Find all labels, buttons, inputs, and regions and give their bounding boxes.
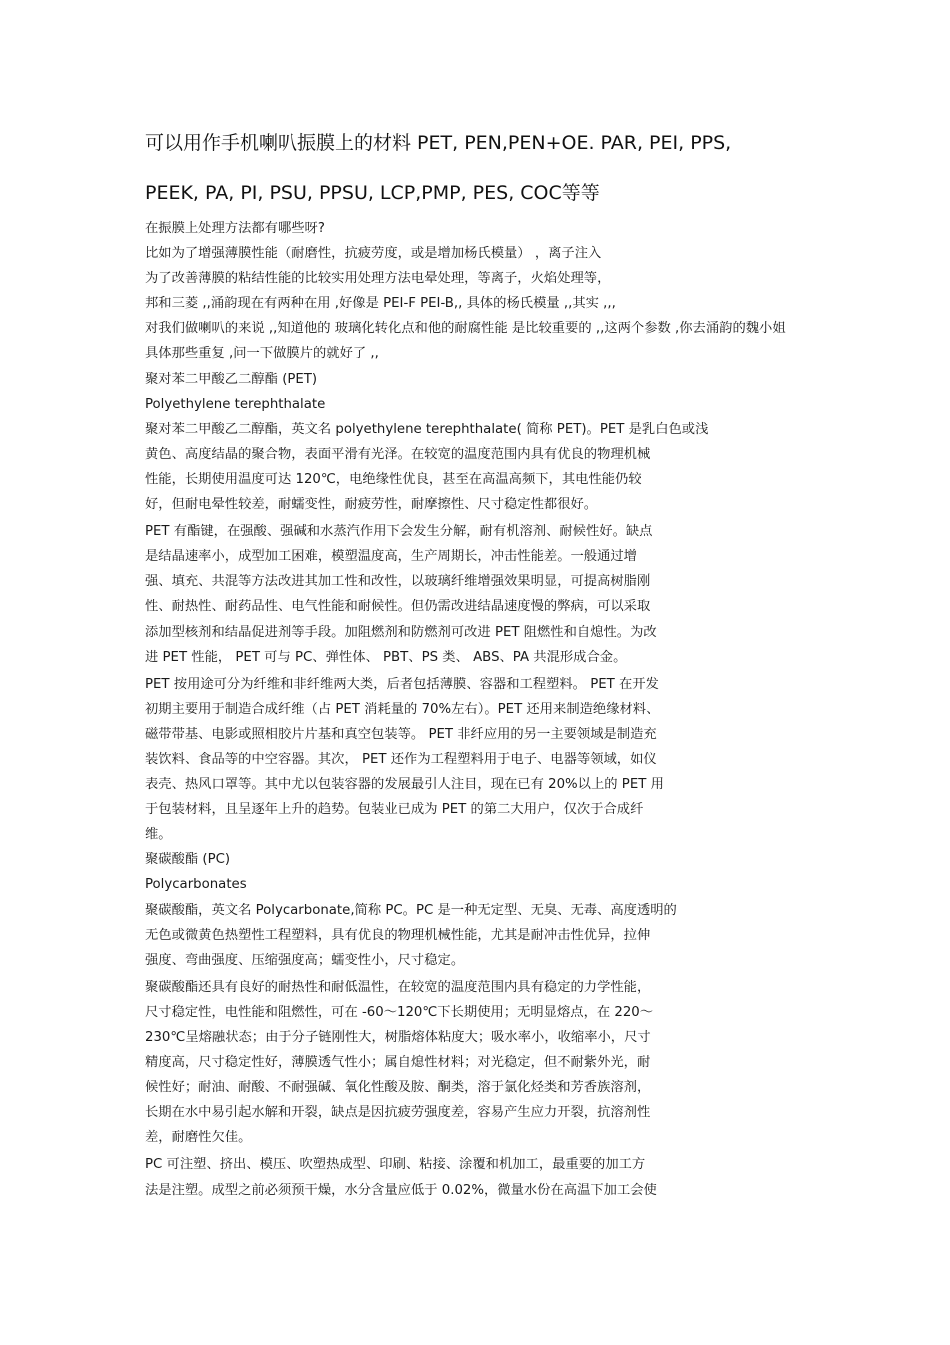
paragraph-line: 差，耐磨性欠佳。 [145, 1130, 252, 1146]
paragraph-line: 表壳、热风口罩等。其中尤以包装容器的发展最引人注目，现在已有 20%以上的 PET 用 [145, 777, 664, 793]
paragraph-line: 维。 [145, 827, 172, 843]
pet-heading: 聚对苯二甲酸乙二醇酯 (PET) [145, 371, 318, 387]
paragraph-line: 黄色、高度结晶的聚合物，表面平滑有光泽。在较宽的温度范围内具有优良的物理机械 [145, 446, 651, 462]
paragraph-line: 长期在水中易引起水解和开裂，缺点是因抗疲劳强度差，容易产生应力开裂，抗溶剂性 [145, 1105, 651, 1121]
intro-line: 比如为了增强薄膜性能（耐磨性，抗疲劳度，或是增加杨氏模量） ，离子注入 [145, 246, 602, 262]
paragraph-line: 装饮料、食品等的中空容器。其次， PET 还作为工程塑料用于电子、电器等领域，如仪 [145, 751, 657, 767]
paragraph-line: 聚碳酸酯，英文名 Polycarbonate,简称 PC。PC 是一种无定型、无臭、无毒、高度透明的 [145, 902, 677, 918]
paragraph-line: 230℃呈熔融状态；由于分子链刚性大，树脂熔体粘度大；吸水率小，收缩率小，尺寸 [145, 1030, 651, 1045]
intro-line: 具体那些重复 ,问一下做膜片的就好了 ,, [145, 346, 379, 362]
intro-line: 邦和三菱 ,,涌韵现在有两种在用 ,好像是 PEI-F PEI-B,, 具体的杨氏模量 ,,其实 ,,, [145, 296, 616, 312]
paragraph-line: 添加型核剂和结晶促进剂等手段。加阻燃剂和防燃剂可改进 PET 阻燃性和自熄性。为改 [145, 624, 657, 640]
paragraph-line: PET 有酯键，在强酸、强碱和水蒸汽作用下会发生分解，耐有机溶剂、耐候性好。缺点 [145, 524, 653, 540]
paragraph-line: 好，但耐电晕性较差，耐蠕变性，耐疲劳性，耐摩擦性、尺寸稳定性都很好。 [145, 497, 598, 513]
pc-paragraph-3 [145, 1152, 815, 1202]
paragraph-line: 精度高，尺寸稳定性好，薄膜透气性小；属自熄性材料；对光稳定，但不耐紫外光，耐 [145, 1055, 651, 1071]
pc-paragraph-1 [145, 898, 815, 973]
intro-line: 对我们做喇叭的来说 ,,知道他的 玻璃化转化点和他的耐腐性能 是比较重要的 ,,这两个参数 ,你去涌韵的魏小姐 [145, 321, 786, 337]
paragraph-line: PET 按用途可分为纤维和非纤维两大类，后者包括薄膜、容器和工程塑料。 PET 在开发 [145, 676, 659, 692]
paragraph-line: 聚碳酸酯还具有良好的耐热性和耐低温性，在较宽的温度范围内具有稳定的力学性能， [145, 979, 651, 995]
pet-english-name: Polyethylene terephthalate [145, 396, 326, 412]
paragraph-line: 无色或微黄色热塑性工程塑料，具有优良的物理机械性能，尤其是耐冲击性优异，拉伸 [145, 927, 651, 943]
paragraph-line: 是结晶速率小，成型加工困难，模塑温度高，生产周期长，冲击性能差。一般通过增 [145, 549, 637, 565]
paragraph-line: PC 可注塑、挤出、模压、吹塑热成型、印刷、粘接、涂覆和机加工，最重要的加工方 [145, 1157, 646, 1173]
pc-english-name: Polycarbonates [145, 877, 247, 893]
paragraph-line: 法是注塑。成型之前必须预干燥，水分含量应低于 0.02%，微量水份在高温下加工会使 [145, 1182, 657, 1198]
pc-paragraph-2 [145, 975, 815, 1151]
pet-paragraph-3 [145, 672, 815, 848]
paragraph-line: 候性好；耐油、耐酸、不耐强碱、氧化性酸及胺、酮类，溶于氯化烃类和芳香族溶剂， [145, 1080, 651, 1096]
pc-heading: 聚碳酸酯 (PC) [145, 852, 231, 868]
paragraph-line: 尺寸稳定性，电性能和阻燃性，可在 -60～120℃下长期使用；无明显熔点，在 220～ [145, 1004, 654, 1020]
paragraph-line: 聚对苯二甲酸乙二醇酯，英文名 polyethylene terephthalate( 简称 PET)。PET 是乳白色或浅 [145, 421, 709, 437]
paragraph-line: 初期主要用于制造合成纤维（占 PET 消耗量的 70%左右）。PET 还用来制造绝缘材料、 [145, 701, 660, 717]
paragraph-line: 性能，长期使用温度可达 120℃，电绝缘性优良，甚至在高温高频下，其电性能仍较 [145, 471, 642, 487]
paragraph-line: 性、耐热性、耐药品性、电气性能和耐候性。但仍需改进结晶速度慢的弊病，可以采取 [145, 599, 651, 615]
paragraph-line: 强、填充、共混等方法改进其加工性和改性，以玻璃纤维增强效果明显，可提高树脂刚 [145, 574, 651, 590]
page-title-line-2: PEEK, PA, PI, PSU, PPSU, LCP,PMP, PES, COC等等 [145, 182, 600, 204]
document-body [145, 216, 815, 1203]
intro-line: 为了改善薄膜的粘结性能的比较实用处理方法电晕处理，等离子，火焰处理等， [145, 271, 611, 287]
paragraph-line: 磁带带基、电影或照相胶片片基和真空包装等。 PET 非纤应用的另一主要领域是制造充 [145, 726, 657, 742]
intro-line: 在振膜上处理方法都有哪些呀? [145, 221, 325, 236]
page-title-line-1: 可以用作手机喇叭振膜上的材料 PET, PEN,PEN+OE. PAR, PEI, PPS, [145, 132, 732, 154]
paragraph-line: 强度、弯曲强度、压缩强度高；蠕变性小，尺寸稳定。 [145, 952, 465, 968]
pet-paragraph-2 [145, 519, 815, 670]
paragraph-line: 于包装材料，且呈逐年上升的趋势。包装业已成为 PET 的第二大用户，仅次于合成纤 [145, 802, 644, 818]
intro-section [145, 216, 815, 367]
pet-paragraph-1 [145, 417, 815, 517]
paragraph-line: 进 PET 性能， PET 可与 PC、弹性体、 PBT、PS 类、 ABS、PA 共混形成合金。 [145, 649, 627, 665]
